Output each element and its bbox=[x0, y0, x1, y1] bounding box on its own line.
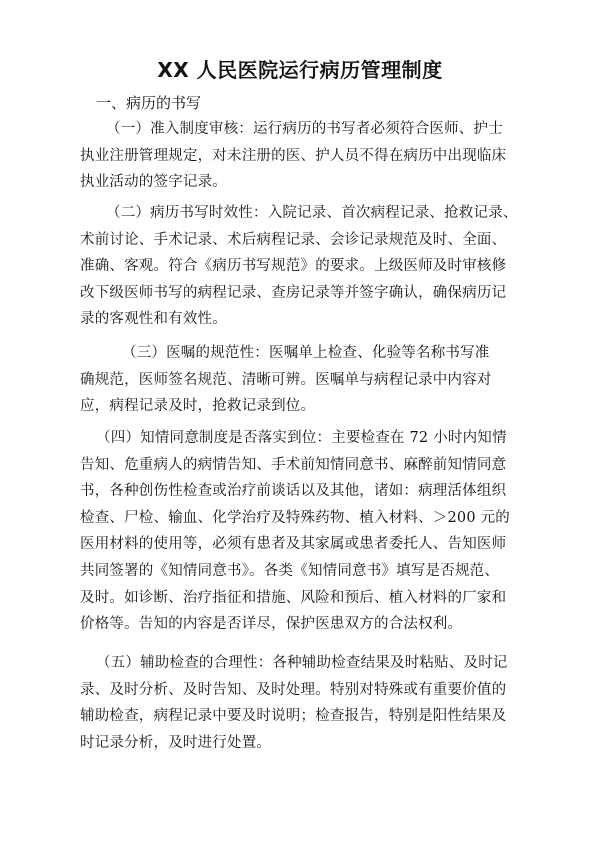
paragraph-line: 及时。如诊断、治疗指征和措施、风险和预后、植入材料的厂家和 bbox=[80, 589, 507, 606]
paragraph-line: 告知、危重病人的病情告知、手术前知情同意书、麻醉前知情同意 bbox=[80, 456, 507, 473]
paragraph-line: 价格等。告知的内容是否详尽，保护医患双方的合法权利。 bbox=[80, 616, 463, 633]
paragraph-line: 改下级医师书写的病程记录、查房记录等并签字确认，确保病历记 bbox=[80, 284, 507, 301]
paragraph-line: （三）医嘱的规范性：医嘱单上检查、化验等名称书写准 bbox=[122, 345, 490, 361]
paragraph-1 bbox=[80, 116, 532, 196]
paragraph-line: （一）准入制度审核：运行病历的书写者必须符合医师、护士 bbox=[106, 121, 503, 137]
document-title: XX 人民医院运行病历管理制度 bbox=[157, 58, 443, 82]
paragraph-line: 执业活动的签字记录。 bbox=[80, 174, 227, 191]
paragraph-line: 准确、客观。符合《病历书写规范》的要求。上级医师及时审核修 bbox=[80, 258, 507, 275]
paragraph-line: 术前讨论、手术记录、术后病程记录、会诊记录规范及时、全面、 bbox=[80, 231, 507, 248]
paragraph-line: 录、及时分析、及时告知、及时处理。特别对特殊或有重要价值的 bbox=[80, 681, 507, 698]
paragraph-line: 录的客观性和有效性。 bbox=[80, 311, 227, 328]
paragraph-line: 共同签署的《知情同意书》。各类《知情同意书》填写是否规范、 bbox=[80, 562, 500, 579]
paragraph-line: （五）辅助检查的合理性：各种辅助检查结果及时粘贴、及时记 bbox=[96, 655, 508, 671]
paragraph-4 bbox=[80, 425, 532, 638]
paragraph-line: 执业注册管理规定，对未注册的医、护人员不得在病历中出现临床 bbox=[80, 147, 507, 164]
paragraph-3 bbox=[80, 340, 532, 420]
section-heading: 一、病历的书写 bbox=[96, 94, 202, 112]
paragraph-line: 检查、尸检、输血、化学治疗及特殊药物、植入材料、＞200 元的 bbox=[80, 509, 510, 526]
paragraph-2 bbox=[80, 200, 532, 333]
paragraph-line: 确规范，医师签名规范、清晰可辨。医嘱单与病程记录中内容对 bbox=[80, 371, 492, 388]
paragraph-line: （四）知情同意制度是否落实到位：主要检查在 72 小时内知情 bbox=[96, 430, 507, 446]
paragraph-line: 书，各种创伤性检查或治疗前谈话以及其他，诸如：病理活体组织 bbox=[80, 483, 507, 500]
paragraph-5 bbox=[80, 650, 532, 756]
paragraph-line: 应，病程记录及时，抢救记录到位。 bbox=[80, 398, 316, 415]
paragraph-line: 医用材料的使用等，必须有患者及其家属或患者委托人、告知医师 bbox=[80, 536, 507, 553]
paragraph-line: 辅助检查，病程记录中要及时说明；检查报告，特别是阳性结果及 bbox=[80, 708, 507, 725]
paragraph-line: 时记录分析，及时进行处置。 bbox=[80, 734, 272, 751]
paragraph-line: （二）病历书写时效性：入院记录、首次病程记录、抢救记录、 bbox=[106, 205, 518, 221]
